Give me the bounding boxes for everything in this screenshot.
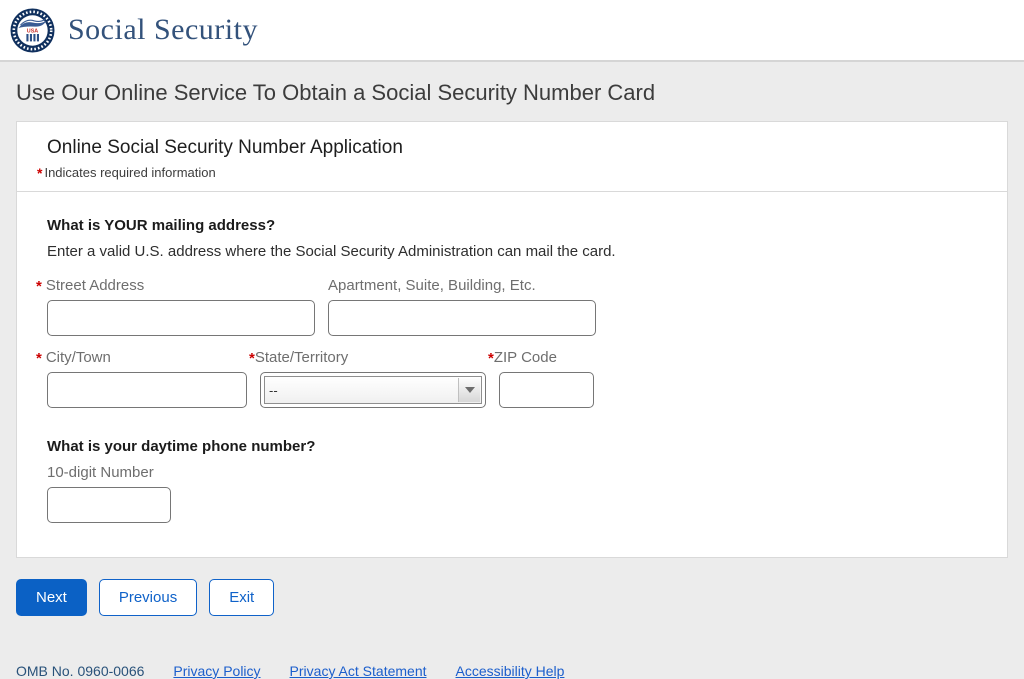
zip-input[interactable] (499, 372, 594, 408)
site-header (0, 0, 1024, 62)
next-button[interactable]: Next (16, 579, 87, 616)
panel-header (17, 122, 1007, 191)
phone-field (47, 464, 991, 523)
zip-field (488, 349, 594, 408)
address-row-1 (36, 277, 991, 336)
state-field (249, 349, 486, 408)
street-address-field (36, 277, 315, 336)
city-input[interactable] (47, 372, 247, 408)
mailing-address-question: What is YOUR mailing address? (47, 217, 276, 234)
state-select[interactable] (265, 377, 481, 403)
page-footer (0, 663, 1024, 679)
application-panel (16, 121, 1008, 558)
button-row (16, 579, 1008, 616)
city-label: * City/Town (36, 349, 111, 367)
ssa-seal-icon (10, 8, 55, 53)
accessibility-help-link[interactable]: Accessibility Help (455, 663, 565, 679)
page-title: Use Our Online Service To Obtain a Social Security Number Card (16, 80, 656, 105)
state-select-inner (264, 376, 482, 404)
required-asterisk-icon: * (249, 350, 255, 367)
phone-label: 10-digit Number (47, 464, 154, 481)
previous-button[interactable]: Previous (99, 579, 197, 616)
omb-number: OMB No. 0960-0066 (16, 663, 145, 679)
privacy-policy-link[interactable]: Privacy Policy (173, 663, 261, 679)
address-row-2 (36, 349, 991, 408)
required-asterisk-icon: * (488, 350, 494, 367)
phone-input[interactable] (47, 487, 171, 523)
required-asterisk-icon: * (36, 350, 42, 367)
brand-title: Social Security (68, 13, 258, 46)
privacy-act-statement-link[interactable]: Privacy Act Statement (289, 663, 427, 679)
street-address-input[interactable] (47, 300, 315, 336)
street-address-label: * Street Address (36, 277, 145, 295)
required-asterisk-icon: * (37, 165, 43, 181)
exit-button[interactable]: Exit (209, 579, 274, 616)
svg-text:USA: USA (26, 27, 39, 34)
phone-question: What is your daytime phone number? (47, 438, 316, 455)
city-field (36, 349, 247, 408)
apartment-label: Apartment, Suite, Building, Etc. (328, 277, 536, 294)
apartment-input[interactable] (328, 300, 596, 336)
apartment-field (328, 277, 596, 336)
required-asterisk-icon: * (36, 278, 42, 295)
panel-heading: Online Social Security Number Application (47, 137, 403, 158)
panel-body (17, 192, 1007, 557)
zip-label: *ZIP Code (488, 349, 557, 367)
state-select-wrap (260, 372, 486, 408)
state-label: *State/Territory (249, 349, 349, 367)
required-note-text: Indicates required information (44, 165, 216, 180)
mailing-address-instructions: Enter a valid U.S. address where the Social Security Administration can mail the card. (47, 243, 616, 260)
required-note (37, 164, 991, 181)
